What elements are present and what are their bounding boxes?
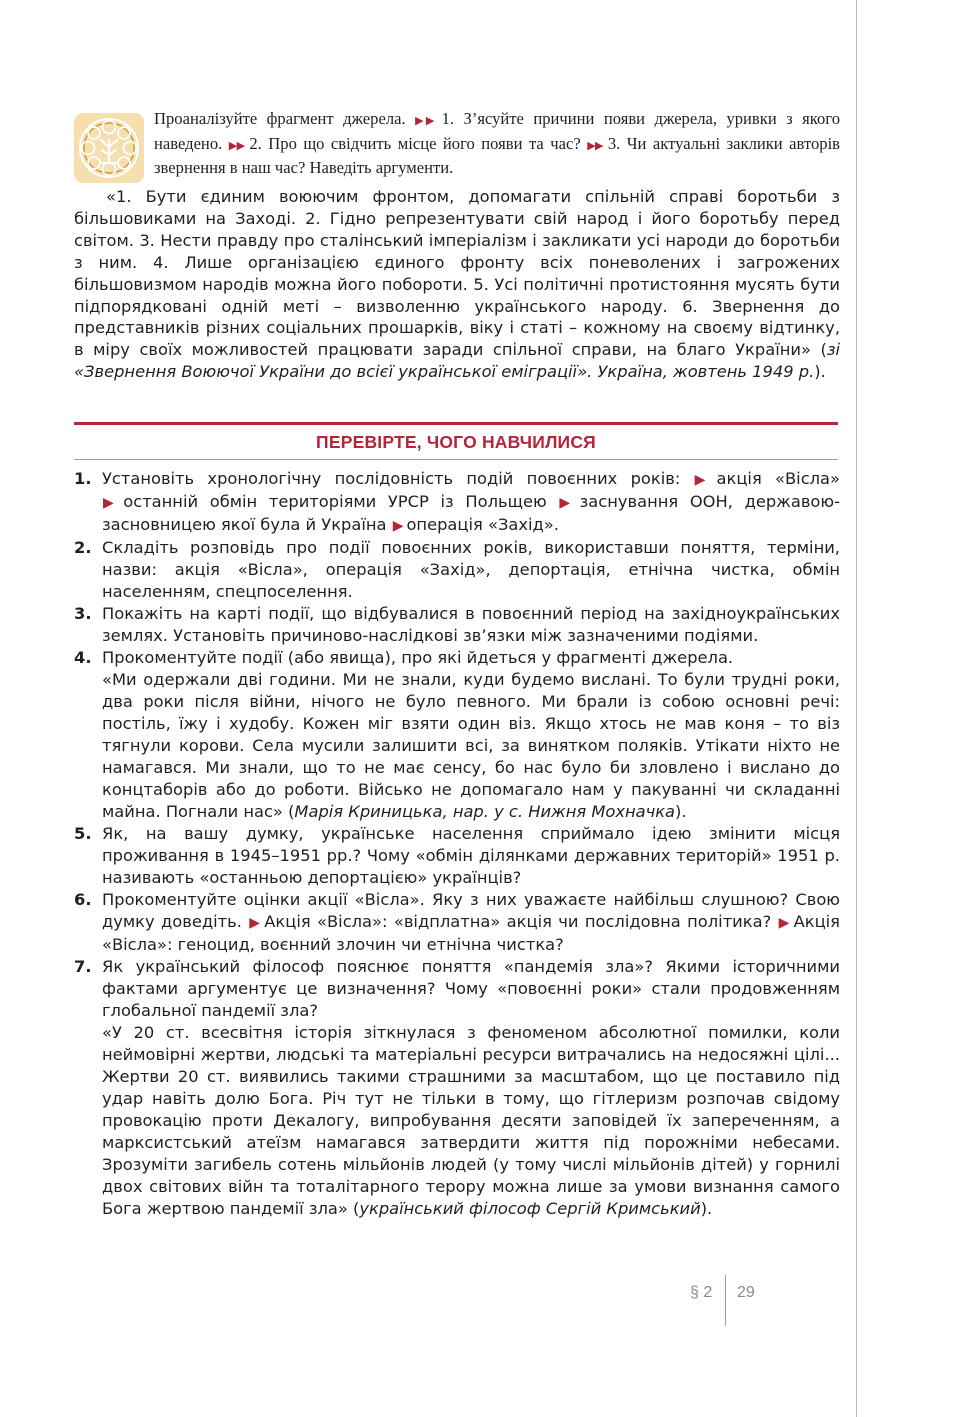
sequence-item: акція «Вісла» xyxy=(716,469,840,488)
quote-citation: український філософ Сергій Кримський xyxy=(359,1199,701,1218)
task-question-2: 2. Про що свідчить місце його появи та час? xyxy=(249,133,581,153)
page-edge-line xyxy=(856,0,857,1417)
source-quote xyxy=(74,186,840,383)
question-text: Установіть хронологічну послідовність подій повоєнних років: xyxy=(102,469,681,488)
source-quote-citation: зі «Звернення Воюючої України до всієї української еміграції». Україна, жовтень 1949 р. xyxy=(74,340,840,382)
question-5 xyxy=(74,823,840,889)
footer-section-number: § 2 xyxy=(690,1284,713,1301)
source-quote-text: «1. Бути єдиним воюючим фронтом, допомагати спільній справі боротьби з більшовиками на Заході. 2. Гідно репрезентувати свій народ і його боротьбу перед світом. 3. Нести правду про сталінський імперіалізм і закликати усі народи до боротьби з ним. 4. Лише організацією єдиного фронту всіх поневолених і загрожених більшовизмом народів можна його побороти. 5. Усі політичні протистояння мусять бути підпорядковані одній меті – визволенню українського народу. 6. Звернення до представників різних соціальних прошарків, віку і статі – кожному на своєму відтинку, в міру своїх можливостей працювати заради спільної справи, на благо України» ( xyxy=(74,187,840,360)
question-number: 4. xyxy=(74,648,92,667)
sequence-item: останній обмін територіями УРСР із Польщею xyxy=(123,492,547,511)
double-arrow-icon: ▶▶ xyxy=(415,114,437,127)
heading-underline xyxy=(74,459,838,460)
question-text: Прокоментуйте оцінки акції «Вісла». Яку з них уважаєте найбільш слушною? Свою думку доведіть. xyxy=(102,890,840,931)
question-number: 2. xyxy=(74,538,92,557)
question-text: Складіть розповідь про події повоєнних років, використавши поняття, терміни, назви: акція «Вісла», операція «Захід», депортація, етнічна чистка, обмін населенням, спецпоселення. xyxy=(102,538,840,601)
footer-page-number: 29 xyxy=(737,1284,755,1301)
question-2 xyxy=(74,537,840,603)
question-6 xyxy=(74,889,840,956)
questions-list xyxy=(74,468,840,1220)
assessment-option: Акція «Вісла»: геноцид, воєнний злочин чи етнічна чистка? xyxy=(102,912,840,954)
quote-end: ). xyxy=(675,802,687,821)
question-3 xyxy=(74,603,840,647)
question-number: 3. xyxy=(74,604,92,623)
question-4 xyxy=(74,647,840,823)
triangle-arrow-icon: ▶ xyxy=(778,915,791,931)
question-number: 1. xyxy=(74,469,92,488)
question-quote xyxy=(102,1022,840,1220)
question-quote xyxy=(102,669,840,823)
question-1 xyxy=(74,468,840,537)
question-text: Прокоментуйте події (або явища), про які йдеться у фрагменті джерела. xyxy=(102,648,734,667)
section-rule xyxy=(74,422,838,425)
question-text: Як український філософ пояснює поняття «пандемія зла»? Якими історичними фактами аргументує це визначення? Чому «повоєнні роки» стали продовженням глобальної пандемії зла? xyxy=(102,957,840,1020)
source-quote-end: ). xyxy=(814,362,826,382)
triangle-arrow-icon: ▶ xyxy=(103,495,121,511)
quote-end: ). xyxy=(700,1199,713,1218)
double-arrow-icon: ▶▶ xyxy=(228,138,245,152)
triangle-arrow-icon: ▶ xyxy=(694,472,714,488)
triangle-arrow-icon: ▶ xyxy=(559,495,577,511)
question-number: 6. xyxy=(74,890,92,909)
source-document-icon xyxy=(74,113,144,183)
question-number: 7. xyxy=(74,957,92,976)
question-number: 5. xyxy=(74,824,92,843)
task-intro: Проаналізуйте фрагмент джерела. xyxy=(154,109,406,128)
question-7 xyxy=(74,956,840,1220)
question-text: Покажіть на карті події, що відбувалися в повоєнний період на західноукраїнських землях. Установіть причиново-наслідкові зв’язки між зазначеними подіями. xyxy=(102,604,840,645)
triangle-arrow-icon: ▶ xyxy=(249,915,262,931)
footer-divider xyxy=(725,1275,726,1326)
sequence-item: заснування ООН, державою-засновницею якої була й Україна xyxy=(102,492,840,534)
task-question-1: 1. З’ясуйте причини появи джерела, уривки з якого наведено. xyxy=(154,109,840,153)
task-question-3: 3. Чи актуальні заклики авторів звернення в наш час? Наведіть аргументи. xyxy=(154,133,841,177)
quote-text: «У 20 ст. всесвітня історія зіткнулася з феноменом абсолютної помилки, коли неймовірні жертви, людські та матеріальні ресурси витрачались на недосяжні цілі... Жертви 20 ст. виявились такими страшними за масштабом, що це поставило під удар навіть долю Бога. Річ тут не тільки в тому, що гітлеризм розпочав свідому провокацію проти Декалогу, випробування десяти заповідей їх запереченням, а марксистський атеїзм намагався затвердити життя під порожніми небесами. Зрозуміти загибель сотень мільйонів людей (у тому числі мільйонів дітей) у горнилі двох світових війн та тоталітарного терору можна лише за умови визнання самого Бога жертвою пандемії зла» ( xyxy=(102,1023,840,1218)
triangle-arrow-icon: ▶ xyxy=(392,518,404,534)
quote-citation: Марія Криницька, нар. у с. Нижня Мохначка xyxy=(294,802,676,821)
double-arrow-icon: ▶▶ xyxy=(587,138,603,152)
assessment-option: Акція «Вісла»: «відплатна» акція чи послідовна політика? xyxy=(264,912,772,931)
sequence-item: операція «Захід». xyxy=(406,515,559,534)
task-instructions xyxy=(154,108,840,180)
question-text: Як, на вашу думку, українське населення сприймало ідею змінити місця проживання в 1945–1951 рр.? Чому «обмін ділянками державних територій» 1951 р. називають «останньою депортацією» українців? xyxy=(102,824,840,887)
section-heading: ПЕРЕВІРТЕ, ЧОГО НАВЧИЛИСЯ xyxy=(316,432,596,452)
quote-text: «Ми одержали дві години. Ми не знали, куди будемо вислані. То були трудні роки, два роки після війни, нічого не було певного. Ми брали із собою основні речі: постіль, їжу і худобу. Кожен міг взяти один віз. Якщо хтось не мав коня – то віз тягнули корови. Села мусили залишити всі, за винятком поляків. Утікати ніхто не намагався. Ми знали, що то не має сенсу, бо нас було би зловлено і вислано до концтаборів або до роботи. Військо не допомагало нам у пакуванні чи складанні майна. Погнали нас» ( xyxy=(102,670,840,821)
